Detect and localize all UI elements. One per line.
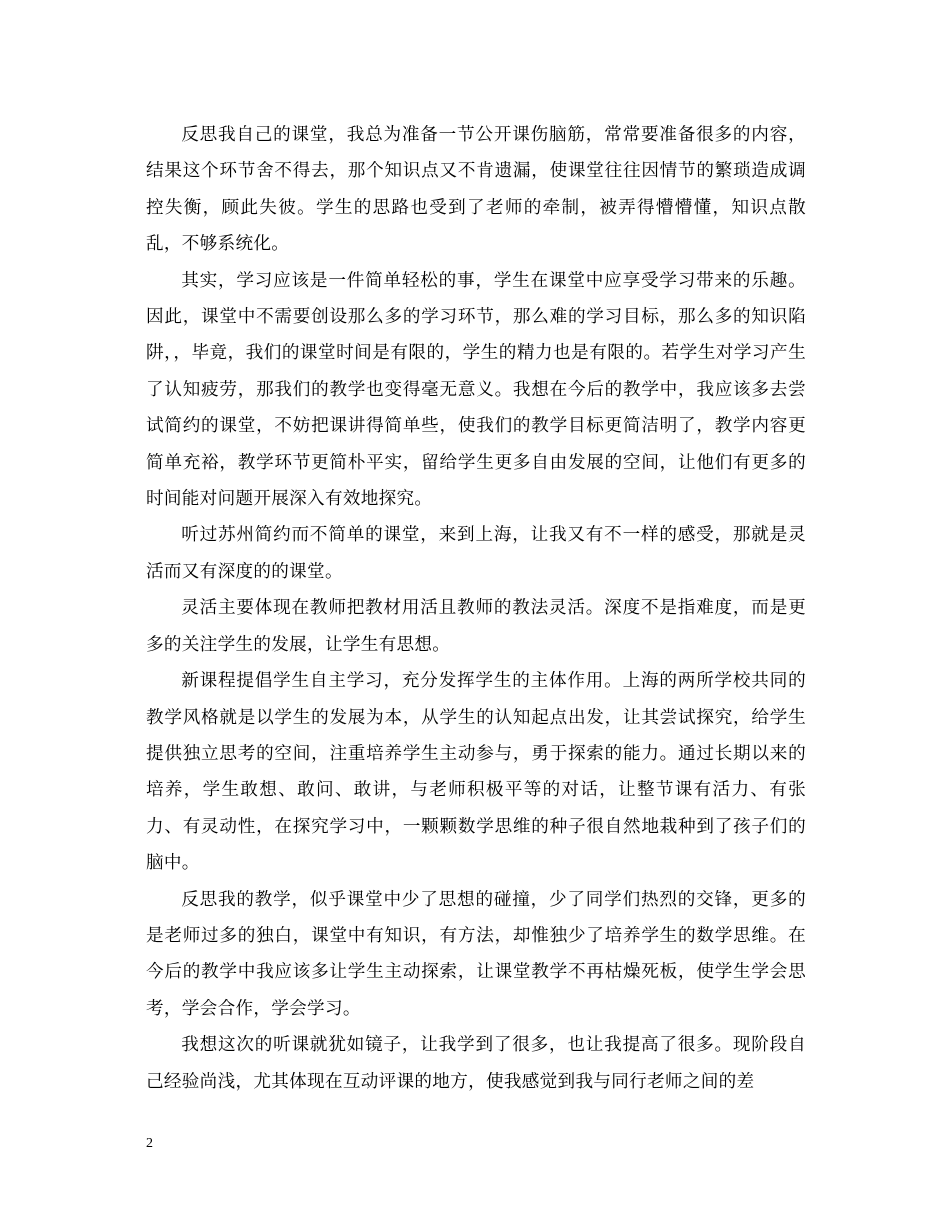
paragraph: 反思我的教学，似乎课堂中少了思想的碰撞，少了同学们热烈的交锋，更多的是老师过多的独白，课堂中有知识，有方法，却惟独少了培养学生的数学思维。在今后的教学中我应该多让学生主动探索，让课堂教学不再枯燥死板，使学生学会思考，学会合作，学会学习。 [146, 889, 806, 1019]
paragraph: 反思我自己的课堂，我总为准备一节公开课伤脑筋，常常要准备很多的内容，结果这个环节舍不得去，那个知识点又不肯遗漏，使课堂往往因情节的繁琐造成调控失衡，顾此失彼。学生的思路也受到了老师的牵制，被弄得懵懵懂，知识点散乱，不够系统化。 [146, 125, 806, 255]
paragraph: 灵活主要体现在教师把教材用活且教师的教法灵活。深度不是指难度，而是更多的关注学生的发展，让学生有思想。 [146, 598, 806, 655]
paragraph: 听过苏州简约而不简单的课堂，来到上海，让我又有不一样的感受，那就是灵活而又有深度的的课堂。 [146, 525, 806, 582]
paragraph: 新课程提倡学生自主学习，充分发挥学生的主体作用。上海的两所学校共同的教学风格就是以学生的发展为本，从学生的认知起点出发，让其尝试探究，给学生提供独立思考的空间，注重培养学生主动参与，勇于探索的能力。通过长期以来的培养，学生敢想、敢问、敢讲，与老师积极平等的对话，让整节课有活力、有张力、有灵动性，在探究学习中，一颗颗数学思维的种子很自然地栽种到了孩子们的脑中。 [146, 671, 806, 874]
page-number: 2 [146, 1136, 153, 1151]
body-text [146, 117, 806, 1100]
paragraph: 我想这次的听课就犹如镜子，让我学到了很多，也让我提高了很多。现阶段自己经验尚浅，尤其体现在互动评课的地方，使我感觉到我与同行老师之间的差 [146, 1035, 806, 1092]
paragraph: 其实，学习应该是一件简单轻松的事，学生在课堂中应享受学习带来的乐趣。因此，课堂中不需要创设那么多的学习环节，那么难的学习目标，那么多的知识陷阱，，毕竟，我们的课堂时间是有限的，学生的精力也是有限的。若学生对学习产生了认知疲劳，那我们的教学也变得毫无意义。我想在今后的教学中，我应该多去尝试简约的课堂，不妨把课讲得简单些，使我们的教学目标更简洁明了，教学内容更简单充裕，教学环节更简朴平实，留给学生更多自由发展的空间，让他们有更多的时间能对问题开展深入有效地探究。 [146, 270, 806, 510]
